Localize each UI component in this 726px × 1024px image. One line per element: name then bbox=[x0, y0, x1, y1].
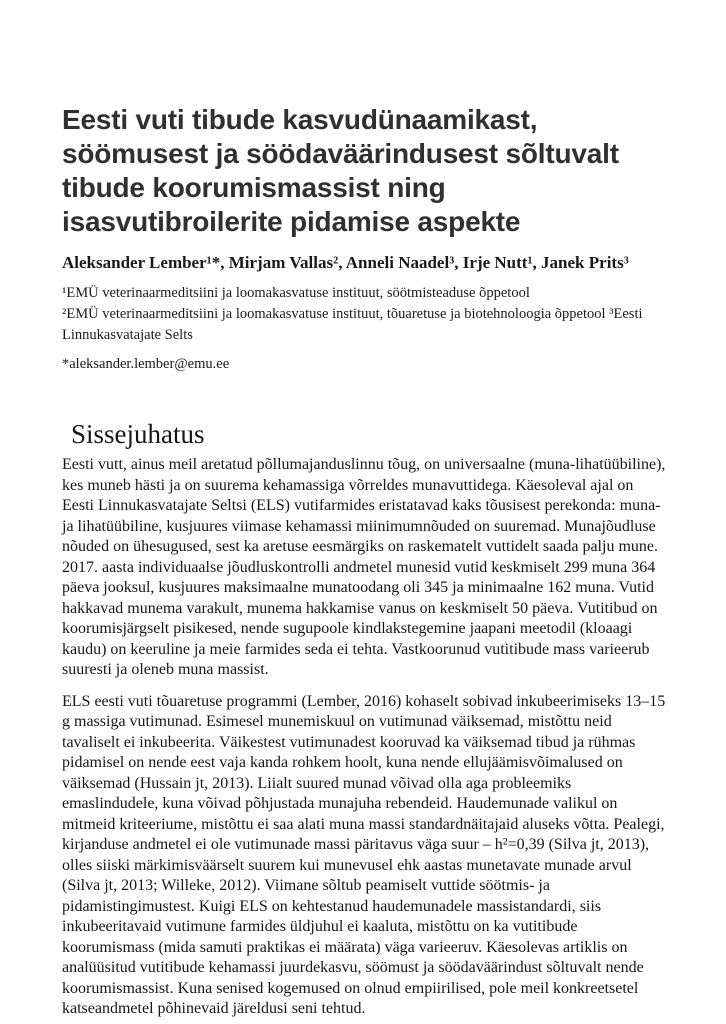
paper-title: Eesti vuti tibude kasvudünaamikast, söömusest ja söödaväärindusest sõltuvalt tibude koorumismassist ning isasvutibroilerite pidamise aspekte bbox=[62, 104, 619, 237]
introduction-paragraph: ELS eesti vuti tõuaretuse programmi (Lember, 2016) kohaselt sobivad inkubeerimiseks 13–15 g massiga vutimunad. Esimesel munemiskuul on vutimunad väiksemad, mistõttu neid tavaliselt ei inkubeerita. Väikestest vutimunadest kooruvad ka väiksemad tibud ja rühmas pidamisel on nende eest vaja kanda rohkem hoolt, kuna nende ellujäämisvõimalused on väiksemad (Hussain jt, 2013). Liialt suured munad võivad olla aga probleemiks emaslindudele, kuna võivad põhjustada munajuha rebendeid. Haudemunade valikul on mitmeid kriteeriume, mistõttu ei saa alati muna massi standardnäitajaid aluseks võtta. Pealegi, kirjanduse andmetel ei ole vutimunade massi päritavus väga suur – h²=0,39 (Silva jt, 2013), olles siiski märkimisväärselt suurem kui munevusel ehk aastas munetavate munade arvul (Silva jt, 2013; Willeke, 2012). Viimane sõltub peamiselt vuttide söötmis- ja pidamistingimustest. Kuigi ELS on kehtestanud haudemunadele massistandardi, siis inkubeeritavaid vutimune farmides üldjuhul ei kaaluta, mistõttu on ka vutitibude koorumismass (mida samuti praktikas ei määrata) väga varieeruv. Käesolevas artiklis on analüüsitud vutitibude kehamassi juurdekasvu, söömust ja söödaväärindust sõltuvalt nende koorumismassist. Kuna senised kogemused on olnud empiirilised, pole meil konkreetsetel katseandmetel põhinevaid järeldusi seni tehtud. bbox=[62, 692, 666, 1017]
affiliation-line: ¹EMÜ veterinaarmeditsiini ja loomakasvatuse instituut, söötmisteaduse õppetool bbox=[62, 285, 530, 301]
affiliations-block bbox=[62, 283, 668, 346]
affiliation-line: ²EMÜ veterinaarmeditsiini ja loomakasvatuse instituut, tõuaretuse ja biotehnoloogia õppetool ³Eesti Linnukasvatajate Selts bbox=[62, 306, 643, 343]
page-content bbox=[62, 0, 668, 1020]
introduction-paragraph: Eesti vutt, ainus meil aretatud põllumajanduslinnu tõug, on universaalne (muna-lihatüübiline), kes muneb hästi ja on suurema kehamassiga võrreldes munavuttidega. Käesoleval ajal on Eesti Linnukasvatajate Seltsi (ELS) vutifarmides eristatavad kaks tõusisest perekonda: muna- ja lihatüübiline, kusjuures viimase kehamassi miinimumnõuded on suuremad. Munajõudluse nõuded on ühesugused, sest ka aretuse eesmärgiks on raskematelt vuttidelt saada palju mune. 2017. aasta individuaalse jõudluskontrolli andmetel munesid vutid keskmiselt 299 muna 364 päeva jooksul, kusjuures maksimaalne munatoodang oli 345 ja minimaalne 162 muna. Vutid hakkavad munema varakult, munema hakkamise vanus on keskmiselt 50 päeva. Vutitibud on koorumisjärgselt pisikesed, nende sugupoole kindlakstegemine jaapani meetodil (kloaagi kaudu) on keeruline ja meie farmides seda ei tehta. Vastkoorunud vutitibude mass varieerub suuresti ja oleneb muna massist. bbox=[62, 456, 666, 678]
corresponding-author-email: *aleksander.lember@emu.ee bbox=[62, 356, 230, 372]
section-heading-sissejuhatus: Sissejuhatus bbox=[71, 419, 205, 449]
authors-line: Aleksander Lember¹*, Mirjam Vallas², Anneli Naadel³, Irje Nutt¹, Janek Prits³ bbox=[62, 253, 629, 272]
